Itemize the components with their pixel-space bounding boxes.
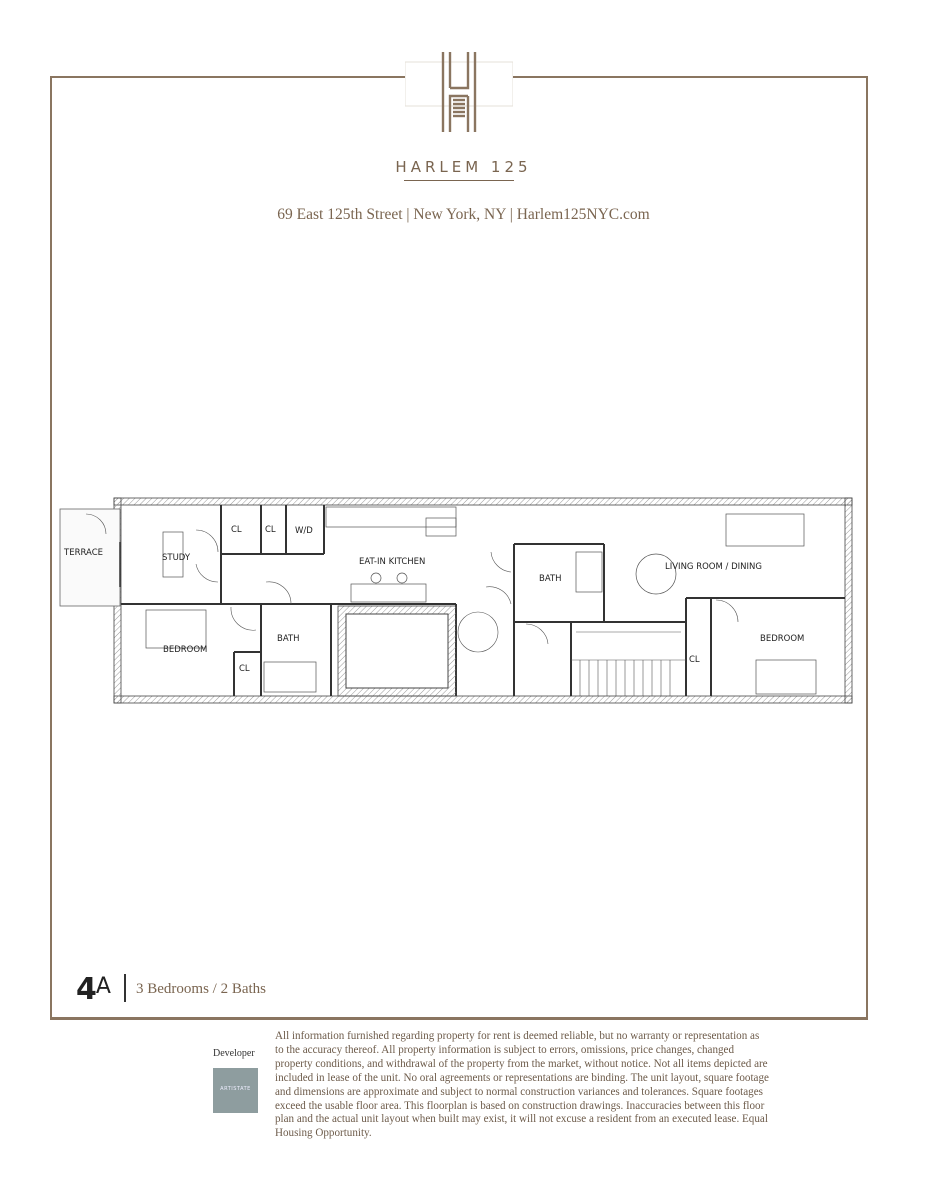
disclaimer-line: Housing Opportunity. bbox=[275, 1127, 372, 1140]
disclaimer-line: and dimensions are approximate and subject to normal construction variances and tolerances. Square footages bbox=[275, 1085, 763, 1098]
developer-label: Developer bbox=[213, 1048, 255, 1059]
unit-number-digit: 4 bbox=[76, 972, 96, 1007]
frame-top-left bbox=[50, 76, 405, 78]
label-living-dining: LIVING ROOM / DINING bbox=[665, 562, 762, 572]
frame-top-right bbox=[513, 76, 868, 78]
label-kitchen: EAT-IN KITCHEN bbox=[359, 557, 426, 567]
harlem125-logo-icon bbox=[405, 48, 513, 136]
label-closet-3: CL bbox=[239, 664, 250, 674]
developer-logo bbox=[213, 1068, 258, 1113]
label-bedroom-1: BEDROOM bbox=[163, 645, 208, 655]
frame-bottom bbox=[50, 1017, 868, 1020]
label-washer-dryer: W/D bbox=[295, 526, 313, 536]
unit-description: 3 Bedrooms / 2 Baths bbox=[136, 981, 266, 997]
address-line: 69 East 125th Street | New York, NY | Harlem125NYC.com bbox=[277, 206, 650, 223]
floor-plan bbox=[56, 492, 862, 714]
label-closet-1: CL bbox=[231, 525, 242, 535]
disclaimer-line: property conditions, and withdrawal of the property from the market, without notice. Not all items depicted are bbox=[275, 1057, 768, 1070]
label-closet-4: CL bbox=[689, 655, 700, 665]
disclaimer-line: included in lease of the unit. No oral agreements or representations are binding. The unit layout, square footage bbox=[275, 1071, 769, 1084]
developer-logo-text: ARTISTATE bbox=[220, 1086, 251, 1092]
label-bedroom-2: BEDROOM bbox=[760, 634, 805, 644]
label-bath-1: BATH bbox=[539, 574, 562, 584]
plan-walls bbox=[60, 498, 852, 703]
disclaimer-line: plan and the actual unit layout when built may exist, it will not excuse a resident from an executed lease. Equal bbox=[275, 1113, 768, 1126]
label-terrace: TERRACE bbox=[64, 548, 104, 558]
label-study: STUDY bbox=[162, 553, 191, 563]
label-bath-2: BATH bbox=[277, 634, 300, 644]
unit-number bbox=[76, 972, 110, 1007]
unit-number-letter: A bbox=[95, 974, 110, 999]
brand-underline bbox=[404, 180, 514, 181]
unit-separator bbox=[124, 974, 126, 1002]
disclaimer-line: exceed the usable floor area. This floorplan is based on construction drawings. Inaccuracies between this floor bbox=[275, 1099, 765, 1112]
disclaimer bbox=[275, 1030, 887, 1141]
disclaimer-line: to the accuracy thereof. All property information is subject to errors, omissions, price changes, changed bbox=[275, 1043, 735, 1056]
label-closet-2: CL bbox=[265, 525, 276, 535]
brand-name: HARLEM 125 bbox=[395, 158, 532, 176]
disclaimer-line: All information furnished regarding property for rent is deemed reliable, but no warranty or representation as bbox=[275, 1030, 760, 1042]
